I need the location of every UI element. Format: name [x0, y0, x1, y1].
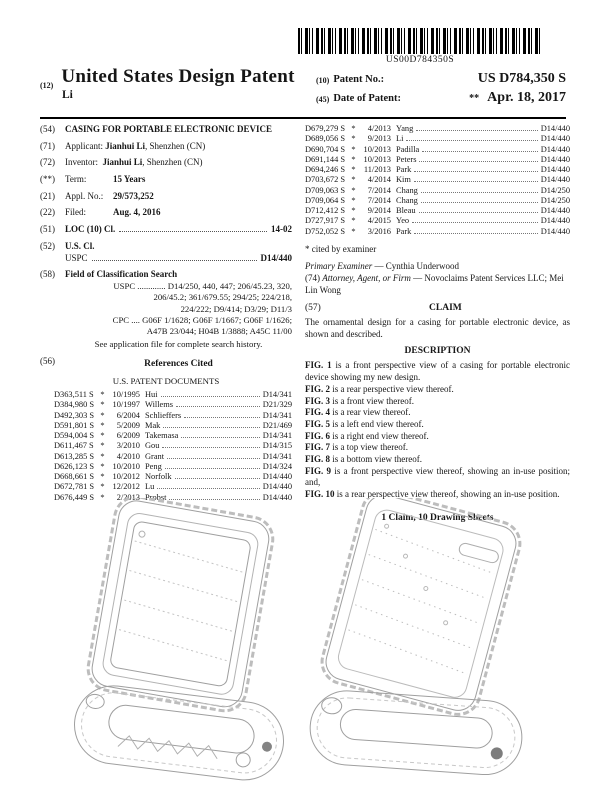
reference-row [54, 431, 292, 441]
ref-date: 7/2014 [367, 185, 391, 195]
examiner-label: Primary Examiner [305, 260, 373, 271]
field-of-search-section [40, 269, 292, 351]
references-title: References Cited [144, 358, 213, 369]
section-number: (72) [40, 157, 55, 168]
ref-class: D21/329 [262, 400, 292, 410]
ref-date: 10/1997 [112, 400, 140, 410]
figure-description-line [305, 419, 570, 431]
term-label: Term: [65, 174, 87, 185]
primary-examiner-line [305, 260, 570, 272]
ref-date: 10/2013 [363, 144, 391, 154]
us-class-section [40, 241, 292, 264]
ref-date: 10/2010 [112, 461, 140, 471]
reference-row [54, 390, 292, 400]
ref-class: D14/440 [540, 216, 570, 226]
ref-date: 10/1995 [112, 390, 140, 400]
attorney-line [305, 272, 570, 296]
figure-label: FIG. 2 [305, 383, 331, 394]
ref-star: * [100, 410, 105, 420]
ref-date: 11/2013 [363, 165, 391, 174]
classification-line: 224/222; D9/414; D3/29; D11/3 [180, 303, 292, 314]
ref-date: 10/2013 [363, 154, 391, 164]
ref-class: D14/324 [262, 461, 292, 471]
application-number-section [40, 191, 292, 203]
ref-name: Park [396, 165, 412, 174]
dot-leader [184, 417, 260, 418]
reference-row [54, 400, 292, 410]
ref-date: 7/2014 [367, 195, 391, 205]
figure-label: FIG. 7 [305, 442, 331, 453]
reference-row [54, 411, 292, 421]
ref-name: Li [396, 134, 404, 144]
ref-patent-number: D691,144 S [305, 154, 346, 164]
ref-date: 12/2012 [112, 482, 140, 492]
ref-patent-number: D384,980 S [54, 400, 95, 410]
figure-text: is a top view thereof. [332, 442, 408, 453]
applicant-section [40, 141, 292, 153]
filed-value: Aug. 4, 2016 [113, 207, 161, 218]
reference-row [54, 462, 292, 472]
figure-label: FIG. 10 [305, 489, 335, 500]
ref-class: D14/341 [262, 390, 292, 400]
ref-star: * [351, 134, 356, 144]
ref-patent-number: D712,412 S [305, 206, 346, 215]
dot-leader [414, 233, 537, 234]
ref-name: Gou [145, 441, 160, 451]
section-number: (58) [40, 269, 55, 280]
right-column [305, 124, 570, 523]
ref-name: Hui [145, 390, 158, 400]
ref-date: 10/2012 [112, 472, 140, 482]
ref-patent-number: D703,672 S [305, 175, 346, 185]
figure-text: is a front view thereof. [332, 395, 414, 406]
title-section [40, 124, 292, 136]
references-list-right [305, 124, 570, 237]
reference-row [54, 452, 292, 462]
uspc-value: D14/440 [260, 252, 292, 263]
classification-line: CPC .... G06F 1/1628; G06F 1/1667; G06F 1/1626; [112, 314, 292, 325]
dot-leader [162, 447, 259, 448]
section-number: (71) [40, 140, 55, 151]
dot-leader [414, 171, 537, 172]
ref-patent-number: D689,056 S [305, 134, 346, 144]
figure-description-line [305, 454, 570, 466]
ref-star: * [100, 482, 105, 492]
ref-date: 4/2015 [367, 216, 391, 226]
ref-patent-number: D672,781 S [54, 482, 95, 492]
references-subtitle: U.S. PATENT DOCUMENTS [112, 376, 220, 387]
ref-patent-number: D492,303 S [54, 410, 95, 420]
classification-line: 206/45.2; 361/679.55; 294/25; 224/218, [153, 292, 292, 303]
ref-patent-number: D690,704 S [305, 144, 346, 154]
dot-leader [157, 488, 259, 489]
dot-leader [414, 181, 538, 182]
reference-row [54, 441, 292, 451]
ref-date: 6/2009 [116, 431, 140, 441]
ref-patent-number: D626,123 S [54, 461, 95, 471]
examiner-name: — Cynthia Underwood [374, 260, 459, 271]
barcode-block [298, 28, 542, 65]
ref-name: Padilla [396, 144, 420, 154]
references-list-left [40, 390, 292, 503]
ref-class: D21/469 [262, 420, 292, 430]
section-number: (51) [40, 224, 55, 235]
figure-text: is a left end view thereof. [332, 418, 424, 429]
ref-star: * [100, 451, 105, 461]
ref-star: * [351, 185, 356, 195]
ref-star: * [351, 154, 356, 164]
left-column [40, 124, 292, 523]
inventor-section [40, 157, 292, 169]
ref-star: * [100, 492, 105, 502]
ref-class: D14/440 [262, 492, 292, 502]
claim-text: The ornamental design for a casing for portable electronic device, as shown and described. [305, 317, 570, 340]
applicant-rest: , Shenzhen (CN) [145, 140, 206, 151]
patent-no-code: (10) [316, 76, 330, 85]
reference-row [305, 145, 570, 155]
ref-name: Kim [396, 175, 411, 185]
figure-label: FIG. 3 [305, 395, 331, 406]
ref-star: * [351, 226, 356, 236]
dot-leader [176, 406, 260, 407]
ref-date: 4/2013 [367, 124, 391, 133]
ref-name: Norfolk [145, 472, 172, 482]
ref-star: * [100, 390, 105, 400]
ref-patent-number: D676,449 S [54, 492, 95, 502]
ref-patent-number: D591,801 S [54, 420, 95, 430]
ref-date: 9/2013 [367, 134, 391, 144]
ref-date: 6/2004 [116, 410, 140, 420]
reference-row [305, 186, 570, 196]
ref-star: * [351, 206, 356, 215]
rear-perspective-figure [298, 498, 543, 800]
ref-class: D14/440 [540, 134, 570, 144]
header [40, 66, 566, 108]
ref-star: * [351, 195, 356, 205]
ref-name: Lu [145, 482, 155, 492]
reference-row [305, 206, 570, 216]
ref-date: 4/2010 [116, 451, 140, 461]
ref-date: 3/2010 [116, 441, 140, 451]
dot-leader [421, 202, 538, 203]
classification-line: A47B 23/044; H04B 1/3888; A45C 11/00 [146, 326, 292, 337]
reference-row [305, 134, 570, 144]
ref-patent-number: D727,917 S [305, 216, 346, 226]
ref-star: * [100, 461, 105, 471]
reference-row [305, 155, 570, 165]
inventor-label: Inventor: [65, 157, 98, 168]
reference-row [305, 216, 570, 226]
filed-label: Filed: [65, 207, 87, 218]
figure-description-line [305, 466, 570, 489]
ref-patent-number: D694,246 S [305, 165, 346, 174]
ref-date: 4/2014 [367, 175, 391, 185]
dot-leader [167, 458, 260, 459]
ref-name: Yang [396, 124, 414, 133]
figure-text: is a front perspective view thereof, showing an in-use position; and, [305, 465, 570, 488]
dot-leader [419, 212, 538, 213]
section-number: (**) [40, 174, 55, 185]
barcode-number: US00D784350S [385, 55, 455, 65]
ref-class: D14/440 [262, 482, 292, 492]
figure-description-line [305, 442, 570, 454]
ref-name: Willems [145, 400, 174, 410]
reference-row [54, 482, 292, 492]
drawing-sheet [0, 498, 600, 800]
figure-text: is a rear perspective view thereof, showing an in-use position. [336, 489, 560, 500]
dot-leader [406, 140, 537, 141]
reference-row [305, 165, 570, 175]
section-number: (22) [40, 207, 55, 218]
inventor-surname: Li [62, 89, 73, 101]
section-number: (56) [40, 355, 55, 366]
figure-text: is a front perspective view of a casing for portable electronic device showing my new design. [305, 360, 570, 383]
claim-section-head [305, 303, 570, 313]
reference-row [305, 175, 570, 185]
ref-date: 9/2014 [367, 206, 391, 215]
dot-leader [119, 231, 267, 232]
reference-row [305, 227, 570, 237]
cited-by-examiner-note: * cited by examiner [305, 243, 377, 254]
applicant-label: Applicant: [65, 140, 103, 151]
ref-class: D14/341 [262, 451, 292, 461]
ref-patent-number: D709,064 S [305, 195, 346, 205]
ref-name: Park [396, 226, 412, 236]
kind-code-number: (12) [40, 81, 54, 90]
date-code: (45) [316, 94, 330, 104]
dot-leader [175, 478, 260, 479]
dot-leader [419, 161, 537, 162]
figure-description-list [305, 360, 570, 500]
ref-date: 5/2009 [116, 420, 140, 430]
ref-date: 2/2013 [116, 492, 140, 502]
term-value: 15 Years [113, 174, 146, 185]
dot-leader [161, 396, 260, 397]
references-section [40, 356, 292, 374]
ref-class: D14/315 [262, 441, 292, 451]
dot-leader [92, 260, 257, 261]
attorney-label: Attorney, Agent, or Firm [322, 272, 411, 283]
ref-class: D14/440 [540, 206, 570, 215]
ref-star: * [351, 175, 356, 185]
header-rule [40, 117, 566, 119]
figure-text: is a right end view thereof. [332, 430, 429, 441]
ref-patent-number: D752,052 S [305, 226, 346, 236]
header-left [40, 66, 316, 101]
field-label: Field of Classification Search [65, 269, 178, 280]
ref-name: Takemasa [145, 431, 179, 441]
ref-patent-number: D363,511 S [54, 390, 94, 400]
ref-class: D14/341 [262, 410, 292, 420]
front-perspective-figure [62, 498, 302, 800]
figure-label: FIG. 8 [305, 453, 331, 464]
classification-line: USPC ............. D14/250, 440, 447; 206/45.23, 320, [113, 280, 292, 291]
body-columns [40, 124, 570, 523]
figure-description-line [305, 360, 570, 383]
patent-no-value: US D784,350 S [477, 71, 566, 86]
ref-star: * [100, 420, 105, 430]
ref-name: Yeo [396, 216, 410, 226]
ref-patent-number: D611,467 S [54, 441, 94, 451]
reference-row [54, 472, 292, 482]
ref-star: * [351, 165, 356, 174]
figure-description-line [305, 384, 570, 396]
filed-section [40, 207, 292, 219]
term-section [40, 174, 292, 186]
ref-name: Grant [145, 451, 165, 461]
reference-row [54, 421, 292, 431]
dot-leader [163, 427, 259, 428]
dot-leader [181, 437, 259, 438]
ref-name: Peters [396, 154, 417, 164]
ref-patent-number: D594,004 S [54, 431, 95, 441]
ref-star: * [351, 124, 356, 133]
ref-name: Chang [396, 185, 418, 195]
search-history-note: See application file for complete search history. [94, 339, 263, 350]
ref-star: * [351, 216, 356, 226]
figure-text: is a rear perspective view thereof. [332, 383, 454, 394]
invention-title: CASING FOR PORTABLE ELECTRONIC DEVICE [65, 124, 273, 134]
ref-name: Mak [145, 420, 161, 430]
figure-label: FIG. 1 [305, 360, 332, 371]
figure-text: is a rear view thereof. [332, 407, 411, 418]
ref-class: D14/440 [540, 175, 570, 185]
ref-class: D14/440 [540, 165, 570, 174]
ref-class: D14/440 [262, 472, 292, 482]
header-right [316, 66, 566, 108]
figure-label: FIG. 9 [305, 465, 332, 476]
ref-star: * [100, 472, 105, 482]
dot-leader [412, 222, 538, 223]
ref-patent-number: D668,661 S [54, 472, 95, 482]
ref-name: Bleau [396, 206, 416, 215]
ref-class: D14/440 [540, 144, 570, 154]
inventor-rest: , Shenzhen (CN) [142, 157, 203, 168]
ref-class: D14/341 [262, 431, 292, 441]
cpc-search-lines [65, 315, 292, 338]
dot-leader [165, 468, 260, 469]
ref-class: D14/250 [540, 185, 570, 195]
appl-label: Appl. No.: [65, 190, 104, 201]
ref-class: D14/250 [540, 195, 570, 205]
dot-leader [416, 130, 537, 131]
document-title: United States Design Patent [61, 66, 295, 87]
uscl-label: U.S. Cl. [65, 240, 95, 251]
ref-class: D14/440 [540, 226, 570, 236]
uspc-search-lines [65, 281, 292, 315]
applicant-name: Jianhui Li [105, 140, 146, 151]
ref-patent-number: D709,063 S [305, 185, 346, 195]
attorney-name: — Novoclaims Patent Services LLC; Mei Lin Wong [305, 272, 564, 296]
loc-class-section [40, 224, 292, 236]
reference-row [305, 196, 570, 206]
patent-no-label: Patent No.: [333, 74, 385, 85]
figure-description-line [305, 407, 570, 419]
appl-value: 29/573,252 [113, 190, 154, 201]
figure-label: FIG. 5 [305, 418, 331, 429]
ref-star: * [100, 400, 105, 410]
reference-row [305, 124, 570, 134]
uspc-label: USPC [65, 252, 88, 263]
loc-value: 14-02 [271, 224, 292, 235]
ref-class: D14/440 [540, 154, 570, 164]
figure-label: FIG. 4 [305, 407, 331, 418]
claims-sheets-note: 1 Claim, 10 Drawing Sheets [381, 512, 494, 523]
claim-title: CLAIM [429, 303, 462, 314]
ref-star: * [100, 441, 105, 451]
description-title: DESCRIPTION [404, 346, 471, 357]
section-number: (54) [40, 124, 55, 134]
ref-patent-number: D613,285 S [54, 451, 95, 461]
claim-code: (57) [305, 303, 321, 314]
ref-patent-number: D679,279 S [305, 124, 346, 133]
dot-leader [422, 151, 537, 152]
figure-text: is a bottom view thereof. [332, 453, 422, 464]
date-value: Apr. 18, 2017 [487, 89, 566, 105]
section-number: (52) [40, 240, 55, 251]
section-number: (21) [40, 190, 55, 201]
ref-name: Probst [145, 492, 167, 502]
ref-star: * [351, 144, 356, 154]
ref-name: Chang [396, 195, 418, 205]
figure-label: FIG. 6 [305, 430, 331, 441]
loc-label: LOC (10) Cl. [65, 224, 116, 235]
figure-description-line [305, 396, 570, 408]
ref-name: Schlieffers [145, 410, 182, 420]
ref-class: D14/440 [540, 124, 570, 133]
term-stars: ** [469, 92, 480, 104]
dot-leader [421, 192, 538, 193]
ref-star: * [100, 431, 105, 441]
inventor-name: Jianhui Li [102, 157, 143, 168]
date-label: Date of Patent: [333, 92, 401, 104]
figure-description-line [305, 431, 570, 443]
barcode-icon [298, 28, 542, 54]
ref-date: 3/2016 [367, 226, 391, 236]
ref-name: Peng [145, 461, 162, 471]
attorney-code: (74) [305, 272, 320, 283]
